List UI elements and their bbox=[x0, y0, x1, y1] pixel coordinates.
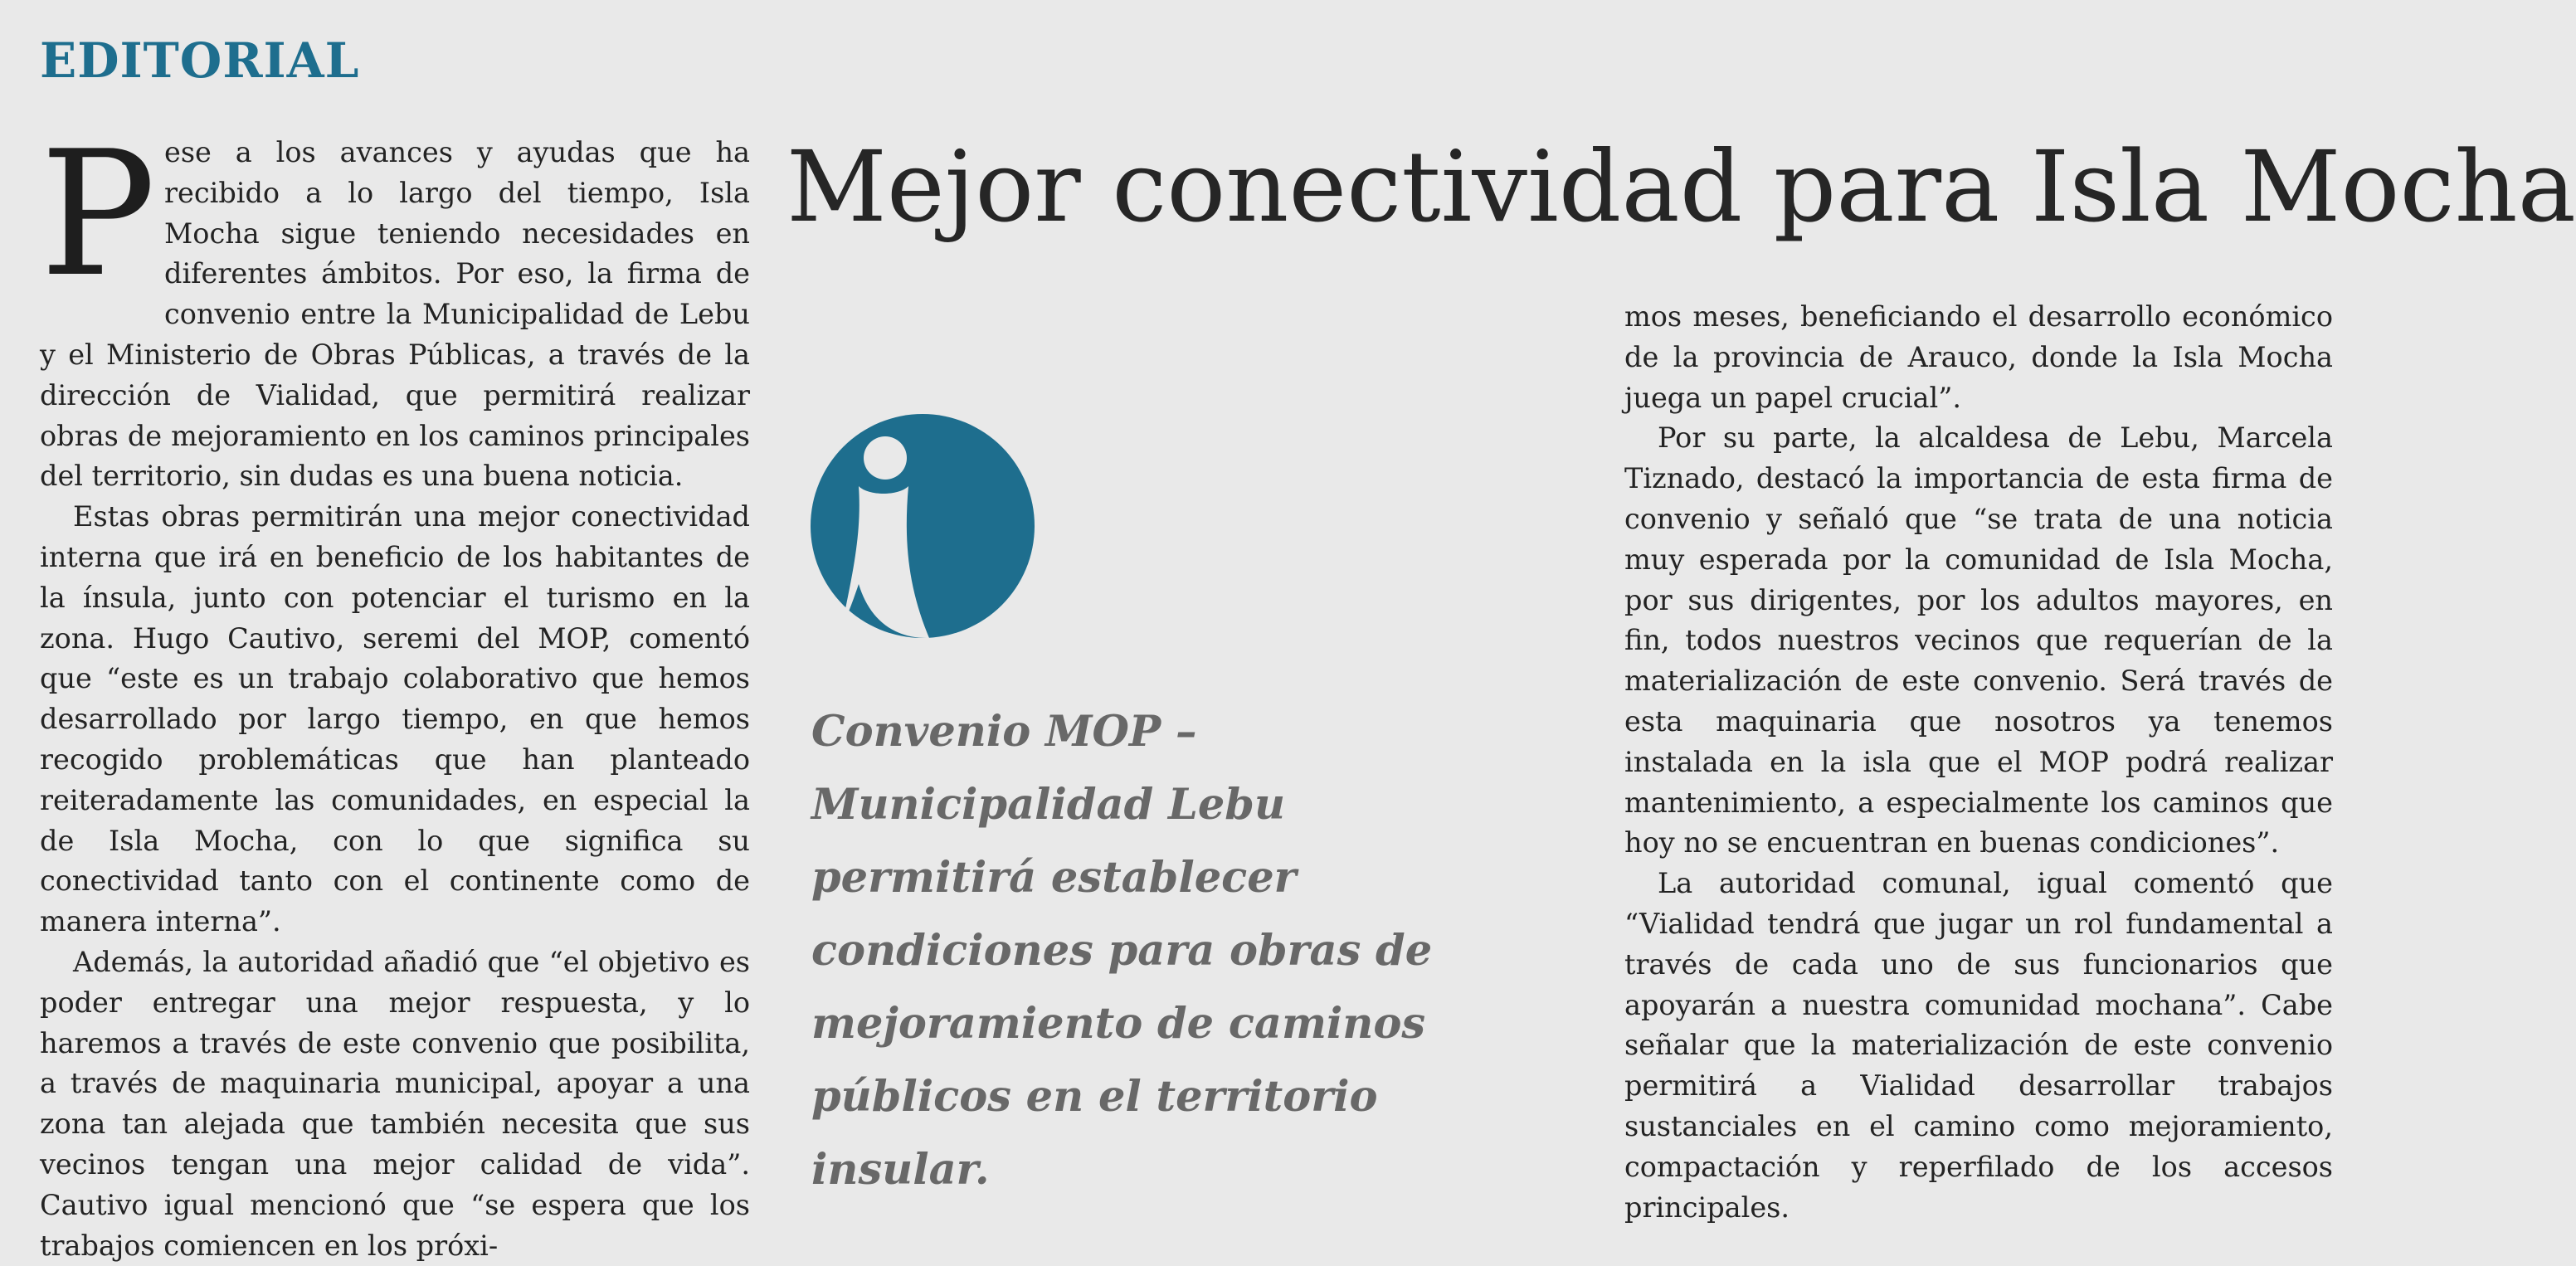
paragraph: Además, la autoridad añadió que “el objetivo es poder entregar una mejor respuesta, y lo haremos a través de este convenio que posibilita, a través de maquinaria municipal, apoyar a una zona tan alejada que también necesita que sus vecinos tengan una mejor calidad de vida”. Cautivo igual mencionó que “se espera que los trabajos comiencen en los próxi- bbox=[40, 945, 750, 1262]
info-icon bbox=[809, 410, 1036, 645]
left-column bbox=[40, 114, 750, 1266]
drop-cap: P bbox=[40, 114, 156, 315]
paragraph: La autoridad comunal, igual comentó que “Vialidad tendrá que jugar un rol fundamental a través de cada uno de sus funcionarios que apoyarán a nuestra comunidad mochana”. Cabe señalar que la materialización de este convenio permitirá a Vialidad desarrollar trabajos sustanciales en el camino como mejoramiento, compactación y reperfilado de los accesos principales. bbox=[1624, 867, 2333, 1224]
right-column bbox=[1624, 297, 2333, 1228]
paragraph bbox=[40, 114, 750, 497]
paragraph-text: ese a los avances y ayudas que ha recibido a lo largo del tiempo, Isla Mocha sigue teniendo necesidades en diferentes ámbitos. Por eso, la firma de convenio entre la Municipalidad de Lebu y el Ministerio de Obras Públicas, a través de la dirección de Vialidad, que permitirá realizar obras de mejoramiento en los caminos principales del territorio, sin dudas es una buena noticia. bbox=[40, 136, 750, 493]
section-label: EDITORIAL bbox=[40, 32, 360, 89]
pull-quote: Convenio MOP – Municipalidad Lebu permitirá establecer condiciones para obras de mejoramiento de caminos públicos en el territorio insular. bbox=[811, 707, 1433, 1195]
paragraph: Estas obras permitirán una mejor conectividad interna que irá en beneficio de los habitantes de la ínsula, junto con potenciar el turismo en la zona. Hugo Cautivo, seremi del MOP, comentó que “este es un trabajo colaborativo que hemos desarrollado por largo tiempo, en que hemos recogido problemáticas que han planteado reiteradamente las comunidades, en especial la de Isla Mocha, con lo que significa su conectividad tanto con el continente como de manera interna”. bbox=[40, 500, 750, 938]
paragraph: Por su parte, la alcaldesa de Lebu, Marcela Tiznado, destacó la importancia de esta firma de convenio y señaló que “se trata de una noticia muy esperada por la comunidad de Isla Mocha, por sus dirigentes, por los adultos mayores, en fin, todos nuestros vecinos que requerían de la materialización de este convenio. Será través de esta maquinaria que nosotros ya tenemos instalada en la isla que el MOP podrá realizar mantenimiento, a especialmente los caminos que hoy no se encuentran en buenas condiciones”. bbox=[1624, 421, 2333, 859]
headline: Mejor conectividad para Isla Mocha bbox=[786, 129, 2576, 244]
paragraph: mos meses, beneficiando el desarrollo económico de la provincia de Arauco, donde la Isla Mocha juega un papel crucial”. bbox=[1624, 300, 2333, 414]
